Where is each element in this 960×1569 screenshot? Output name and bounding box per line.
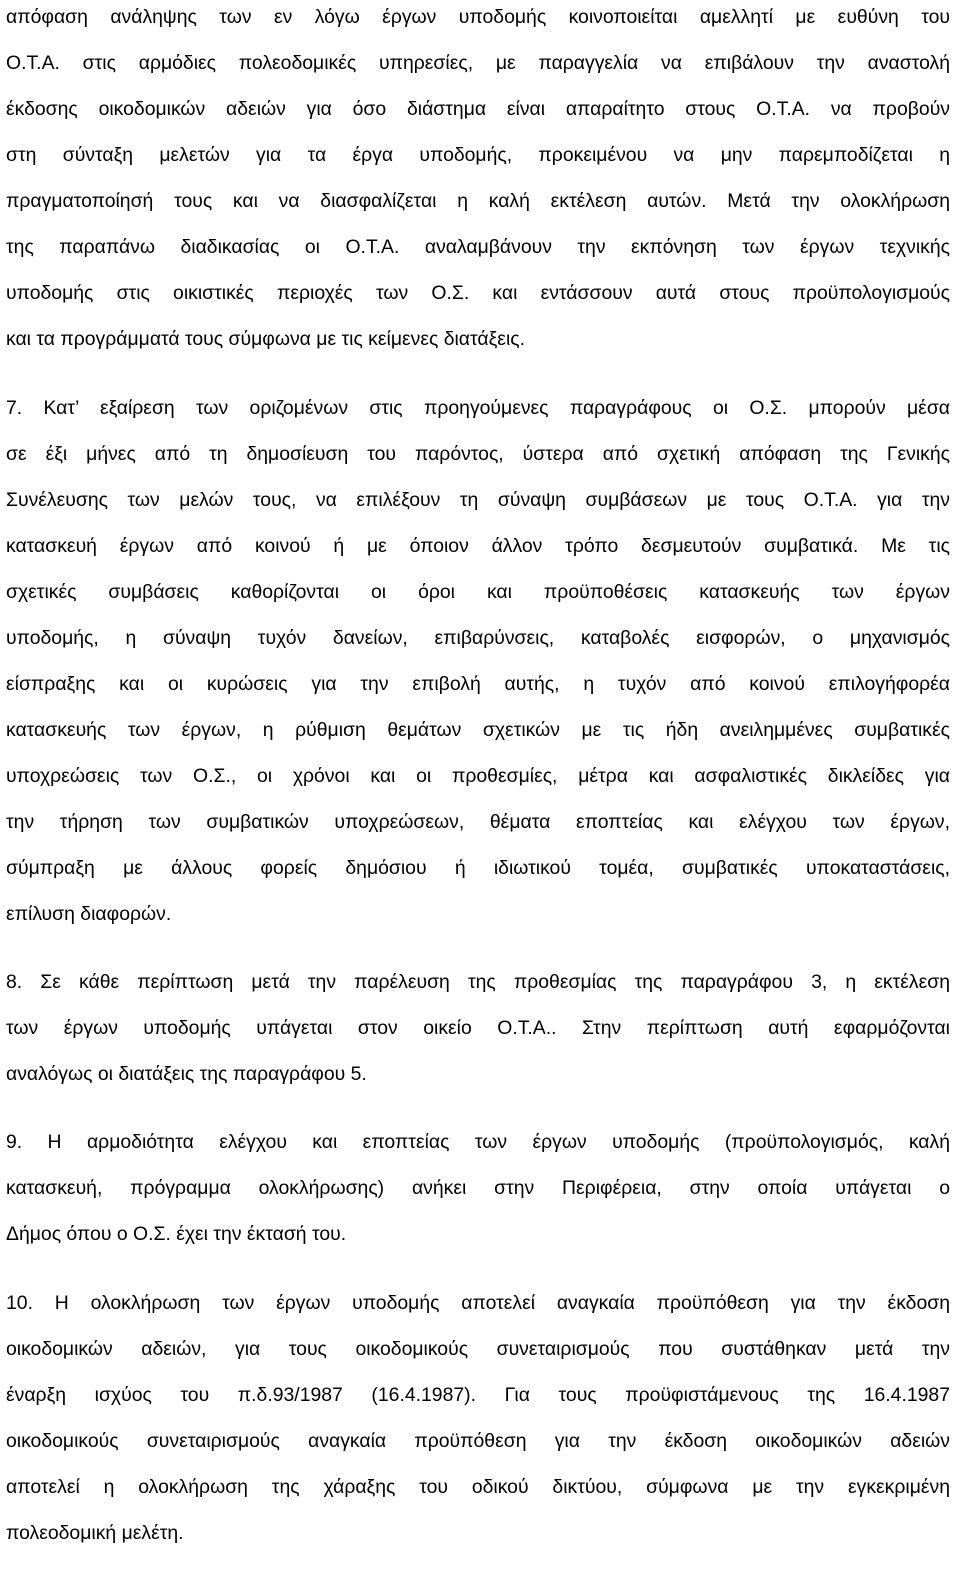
text-line: οικοδομικούς συνεταιρισμούς αναγκαία προϋπόθεση για την έκδοση οικοδομικών αδειών — [6, 1430, 950, 1452]
text-line: απόφαση ανάληψης των εν λόγω έργων υποδομής κοινοποιείται αμελλητί με ευθύνη του — [6, 6, 950, 28]
text-line: επίλυση διαφορών. — [6, 903, 172, 925]
text-line: πραγματοποίησή τους και να διασφαλίζεται η καλή εκτέλεση αυτών. Μετά την ολοκλήρωση — [6, 190, 950, 212]
text-line: αναλόγως οι διατάξεις της παραγράφου 5. — [6, 1063, 367, 1085]
text-line: 8. Σε κάθε περίπτωση μετά την παρέλευση της προθεσμίας της παραγράφου 3, η εκτέλεση — [6, 971, 950, 993]
text-line: των έργων υποδομής υπάγεται στον οικείο Ο.Τ.Α.. Στην περίπτωση αυτή εφαρμόζονται — [6, 1017, 950, 1039]
text-line: υποδομής, η σύναψη τυχόν δανείων, επιβαρύνσεις, καταβολές εισφορών, ο μηχανισμός — [6, 627, 950, 649]
text-line: Συνέλευσης των μελών τους, να επιλέξουν τη σύναψη συμβάσεων με τους Ο.Τ.Α. για την — [6, 489, 950, 511]
text-line: οικοδομικών αδειών, για τους οικοδομικούς συνεταιρισμούς που συστάθηκαν μετά την — [6, 1338, 950, 1360]
text-line: Ο.Τ.Α. στις αρμόδιες πολεοδομικές υπηρεσίες, με παραγγελία να επιβάλουν την αναστολή — [6, 52, 950, 74]
text-line: στη σύνταξη μελετών για τα έργα υποδομής, προκειμένου να μην παρεμποδίζεται η — [6, 144, 950, 166]
text-line: υποδομής στις οικιστικές περιοχές των Ο.Σ. και εντάσσουν αυτά στους προϋπολογισμούς — [6, 282, 950, 304]
text-line: την τήρηση των συμβατικών υποχρεώσεων, θέματα εποπτείας και ελέγχου των έργων, — [6, 811, 950, 833]
text-line: σχετικές συμβάσεις καθορίζονται οι όροι και προϋποθέσεις κατασκευής των έργων — [6, 581, 950, 603]
text-line: κατασκευή έργων από κοινού ή με όποιον άλλον τρόπο δεσμευτούν συμβατικά. Με τις — [6, 535, 950, 557]
text-line: σύμπραξη με άλλους φορείς δημόσιου ή ιδιωτικού τομέα, συμβατικές υποκαταστάσεις, — [6, 857, 950, 879]
text-line: αποτελεί η ολοκλήρωση της χάραξης του οδικού δικτύου, σύμφωνα με την εγκεκριμένη — [6, 1476, 950, 1498]
text-line: κατασκευή, πρόγραμμα ολοκλήρωσης) ανήκει στην Περιφέρεια, στην οποία υπάγεται ο — [6, 1177, 950, 1199]
text-line: έναρξη ισχύος του π.δ.93/1987 (16.4.1987). Για τους προϋφιστάμενους της 16.4.1987 — [6, 1384, 950, 1406]
text-line: είσπραξης και οι κυρώσεις για την επιβολή αυτής, η τυχόν από κοινού επιλογήφορέα — [6, 673, 950, 695]
text-line: σε έξι μήνες από τη δημοσίευση του παρόντος, ύστερα από σχετική απόφαση της Γενικής — [6, 443, 950, 465]
text-line: υποχρεώσεις των Ο.Σ., οι χρόνοι και οι προθεσμίες, μέτρα και ασφαλιστικές δικλείδες για — [6, 765, 950, 787]
text-line: κατασκευής των έργων, η ρύθμιση θεμάτων σχετικών με τις ήδη ανειλημμένες συμβατικές — [6, 719, 950, 741]
text-line: Δήμος όπου ο Ο.Σ. έχει την έκτασή του. — [6, 1223, 347, 1245]
text-line: και τα προγράμματά τους σύμφωνα με τις κείμενες διατάξεις. — [6, 328, 525, 350]
text-line: 9. Η αρμοδιότητα ελέγχου και εποπτείας των έργων υποδομής (προϋπολογισμός, καλή — [6, 1131, 950, 1153]
text-line: της παραπάνω διαδικασίας οι Ο.Τ.Α. αναλαμβάνουν την εκπόνηση των έργων τεχνικής — [6, 236, 950, 258]
text-line: πολεοδομική μελέτη. — [6, 1522, 184, 1544]
text-line: έκδοσης οικοδομικών αδειών για όσο διάστημα είναι απαραίτητο στους Ο.Τ.Α. να προβούν — [6, 98, 950, 120]
text-line: 7. Κατ’ εξαίρεση των οριζομένων στις προηγούμενες παραγράφους οι Ο.Σ. μπορούν μέσα — [6, 397, 950, 419]
text-line: 10. Η ολοκλήρωση των έργων υποδομής αποτελεί αναγκαία προϋπόθεση για την έκδοση — [6, 1292, 950, 1314]
